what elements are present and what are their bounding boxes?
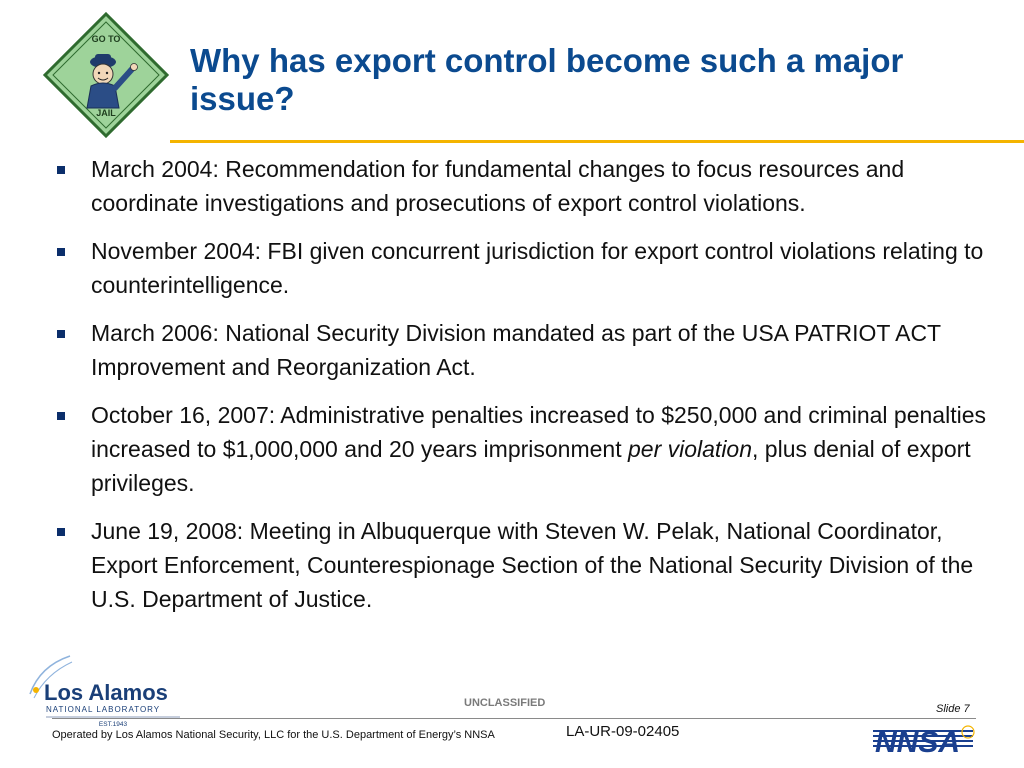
bullet-item bbox=[56, 152, 1006, 220]
classification-label: UNCLASSIFIED bbox=[464, 697, 546, 709]
title-underline bbox=[170, 140, 1024, 143]
operated-by-text: Operated by Los Alamos National Security, LLC for the U.S. Department of Energy’s NNSA bbox=[52, 729, 495, 741]
atom-dot-icon bbox=[33, 687, 39, 693]
slide-number: Slide 7 bbox=[936, 703, 970, 715]
go-to-jail-logo bbox=[43, 12, 169, 138]
lanl-established: EST.1943 bbox=[98, 721, 128, 728]
document-number: LA-UR-09-02405 bbox=[566, 723, 680, 740]
bullet-square-icon bbox=[57, 412, 65, 420]
slide-title: Why has export control become such a major issue? bbox=[190, 42, 904, 117]
bullet-text-emphasis: per violation bbox=[628, 436, 753, 462]
nnsa-logo bbox=[873, 722, 977, 756]
bullet-item bbox=[56, 398, 1006, 500]
bullet-square-icon bbox=[57, 528, 65, 536]
bullet-item bbox=[56, 316, 1006, 384]
lanl-name: Los Alamos bbox=[44, 680, 168, 705]
logo-top-text: GO TO bbox=[91, 34, 121, 44]
bullet-text: November 2004: FBI given concurrent jurisdiction for export control violations relating to counterintelligence. bbox=[91, 238, 984, 298]
bullet-square-icon bbox=[57, 166, 65, 174]
bullet-text: March 2006: National Security Division mandated as part of the USA PATRIOT ACT Improvement and Reorganization Act. bbox=[91, 320, 941, 380]
bullet-square-icon bbox=[57, 330, 65, 338]
lanl-subtitle: NATIONAL LABORATORY bbox=[46, 705, 161, 714]
bullet-text-before: October 16, 2007: Administrative penalties increased to $250,000 and criminal penalties increased to $1,000,000 and 20 years imprisonment bbox=[91, 402, 986, 462]
footer-divider bbox=[52, 718, 976, 719]
bullet-list bbox=[56, 152, 1006, 630]
bullet-item bbox=[56, 514, 1006, 616]
bullet-text-after: , plus denial of export privileges. bbox=[91, 436, 971, 496]
bullet-text: March 2004: Recommendation for fundamental changes to focus resources and coordinate investigations and prosecutions of export control violations. bbox=[91, 156, 905, 216]
nnsa-wordmark: NNSA bbox=[875, 726, 961, 756]
bullet-square-icon bbox=[57, 248, 65, 256]
bullet-item bbox=[56, 234, 1006, 302]
logo-bottom-text: JAIL bbox=[96, 108, 116, 118]
bullet-text: June 19, 2008: Meeting in Albuquerque with Steven W. Pelak, National Coordinator, Export Enforcement, Counterespionage Section of the National Security Division of the U.S. Department of Justice. bbox=[91, 518, 974, 612]
